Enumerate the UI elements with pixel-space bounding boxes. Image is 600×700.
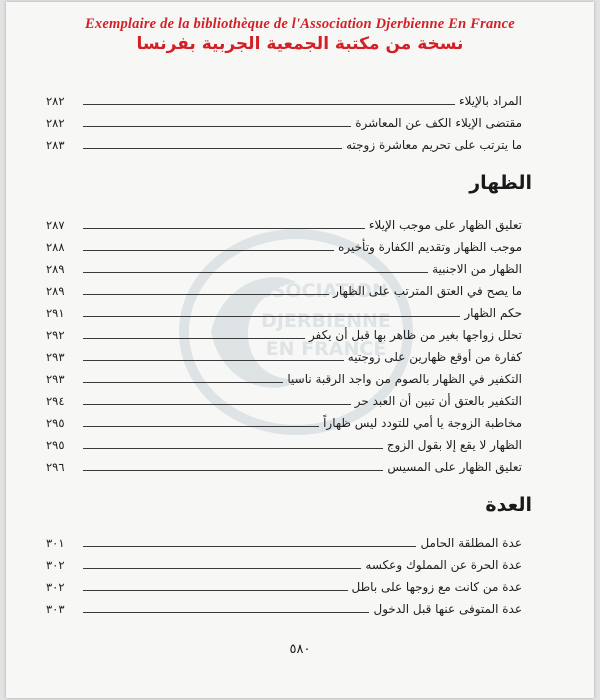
toc-entry-page: ٣٠٣ — [46, 602, 65, 616]
dotted-leader — [83, 545, 416, 547]
toc-entry-title: تحلل زواجها بغير من ظاهر بها قبل أن يكفر — [308, 328, 522, 342]
toc-entry — [46, 342, 522, 364]
dotted-leader — [83, 567, 361, 569]
toc-entry-title: عدة المطلقة الحامل — [420, 536, 522, 550]
toc-entry-title: عدة المتوفى عنها قبل الدخول — [373, 602, 522, 616]
dotted-leader — [83, 271, 428, 273]
dotted-leader — [83, 425, 319, 427]
dotted-leader — [83, 315, 460, 317]
toc-entry-page: ٣٠١ — [46, 536, 65, 550]
dotted-leader — [83, 147, 342, 149]
toc-entry — [46, 430, 522, 452]
toc-entry-title: التكفير بالعتق أن تبين أن العبد حر — [354, 394, 522, 408]
section-heading: الظهار — [469, 172, 532, 194]
dotted-leader — [83, 403, 351, 405]
toc-entry — [46, 386, 522, 408]
dotted-leader — [83, 359, 344, 361]
toc-entry-title: ما يترتب على تحريم معاشرة زوجته — [346, 138, 522, 152]
dotted-leader — [83, 103, 455, 105]
toc-entry-page: ٢٨٩ — [46, 262, 65, 276]
toc-entry-title: تعليق الظهار على موجب الإيلاء — [368, 218, 522, 232]
toc-entry — [46, 594, 522, 616]
dotted-leader — [83, 381, 283, 383]
toc-entry-page: ٢٩٥ — [46, 438, 65, 452]
book-page — [6, 2, 594, 698]
toc-entry-page: ٣٠٢ — [46, 580, 65, 594]
toc-entry-title: الظهار لا يقع إلا بقول الزوج — [386, 438, 522, 452]
toc-entry-page: ٢٨٢ — [46, 94, 65, 108]
toc-entry — [46, 254, 522, 276]
toc-entry — [46, 130, 522, 152]
seal-text-mid: DJERBIENNE — [261, 310, 391, 332]
toc-entry — [46, 320, 522, 342]
dotted-leader — [83, 447, 383, 449]
seal-text-top: ASSOCIATION — [244, 280, 388, 302]
toc-entry — [46, 408, 522, 430]
toc-entry-page: ٢٨٧ — [46, 218, 65, 232]
toc-entry-title: ما يصح في العتق المترتب على الظهار — [333, 284, 522, 298]
section-heading: العدة — [485, 494, 532, 516]
toc-entry-title: عدة من كانت مع زوجها على باطل — [351, 580, 522, 594]
toc-entry-page: ٢٨٣ — [46, 138, 65, 152]
toc-entry-title: عدة الحرة عن المملوك وعكسه — [365, 558, 522, 572]
toc-entry-title: مقتضى الإيلاء الكف عن المعاشرة — [355, 116, 522, 130]
toc-entry-title: المراد بالإيلاء — [458, 94, 522, 108]
toc-entry-page: ٣٠٢ — [46, 558, 65, 572]
toc-entry — [46, 550, 522, 572]
toc-entry — [46, 452, 522, 474]
toc-entry — [46, 364, 522, 386]
watermark-french-line: Exemplaire de la bibliothèque de l'Association Djerbienne En France — [85, 16, 515, 32]
toc-entry-page: ٢٨٨ — [46, 240, 65, 254]
toc-entry-page: ٢٩٣ — [46, 372, 65, 386]
toc-entry-title: تعليق الظهار على المسيس — [387, 460, 522, 474]
toc-entry — [46, 108, 522, 130]
toc-entry-page: ٢٩٣ — [46, 350, 65, 364]
toc-entry — [46, 572, 522, 594]
toc-entry — [46, 86, 522, 108]
dotted-leader — [83, 589, 348, 591]
toc-entry — [46, 232, 522, 254]
toc-entry-page: ٢٩٥ — [46, 416, 65, 430]
toc-entry-page: ٢٨٩ — [46, 284, 65, 298]
watermark-arabic-line: نسخة من مكتبة الجمعية الجربية بفرنسا — [136, 34, 464, 54]
toc-entry — [46, 298, 522, 320]
toc-entry-title: موجب الظهار وتقديم الكفارة وتأخيره — [338, 240, 522, 254]
dotted-leader — [83, 293, 329, 295]
dotted-leader — [83, 337, 305, 339]
toc-entry — [46, 210, 522, 232]
seal-text-bottom: EN FRANCE — [265, 338, 387, 360]
toc-entry-title: مخاطبة الزوجة يا أمي للتودد ليس ظهاراً — [323, 416, 522, 430]
dotted-leader — [83, 611, 369, 613]
page-number: ٥٨٠ — [289, 642, 311, 657]
toc-entry-page: ٢٨٢ — [46, 116, 65, 130]
dotted-leader — [83, 125, 351, 127]
toc-entry — [46, 528, 522, 550]
toc-entry-page: ٢٩٦ — [46, 460, 65, 474]
toc-entry-title: كفارة من أوقع ظهارين على زوجتيه — [347, 350, 522, 364]
toc-entry-title: حكم الظهار — [464, 306, 522, 320]
dotted-leader — [83, 469, 383, 471]
dotted-leader — [83, 249, 334, 251]
toc-entry-page: ٢٩٢ — [46, 328, 65, 342]
toc-entry-title: التكفير في الظهار بالصوم من واجد الرقبة ناسيا — [287, 372, 522, 386]
toc-entry-page: ٢٩٤ — [46, 394, 65, 408]
toc-entry-title: الظهار من الاجنبية — [432, 262, 522, 276]
toc-entry — [46, 276, 522, 298]
dotted-leader — [83, 227, 365, 229]
toc-entry-page: ٢٩١ — [46, 306, 65, 320]
